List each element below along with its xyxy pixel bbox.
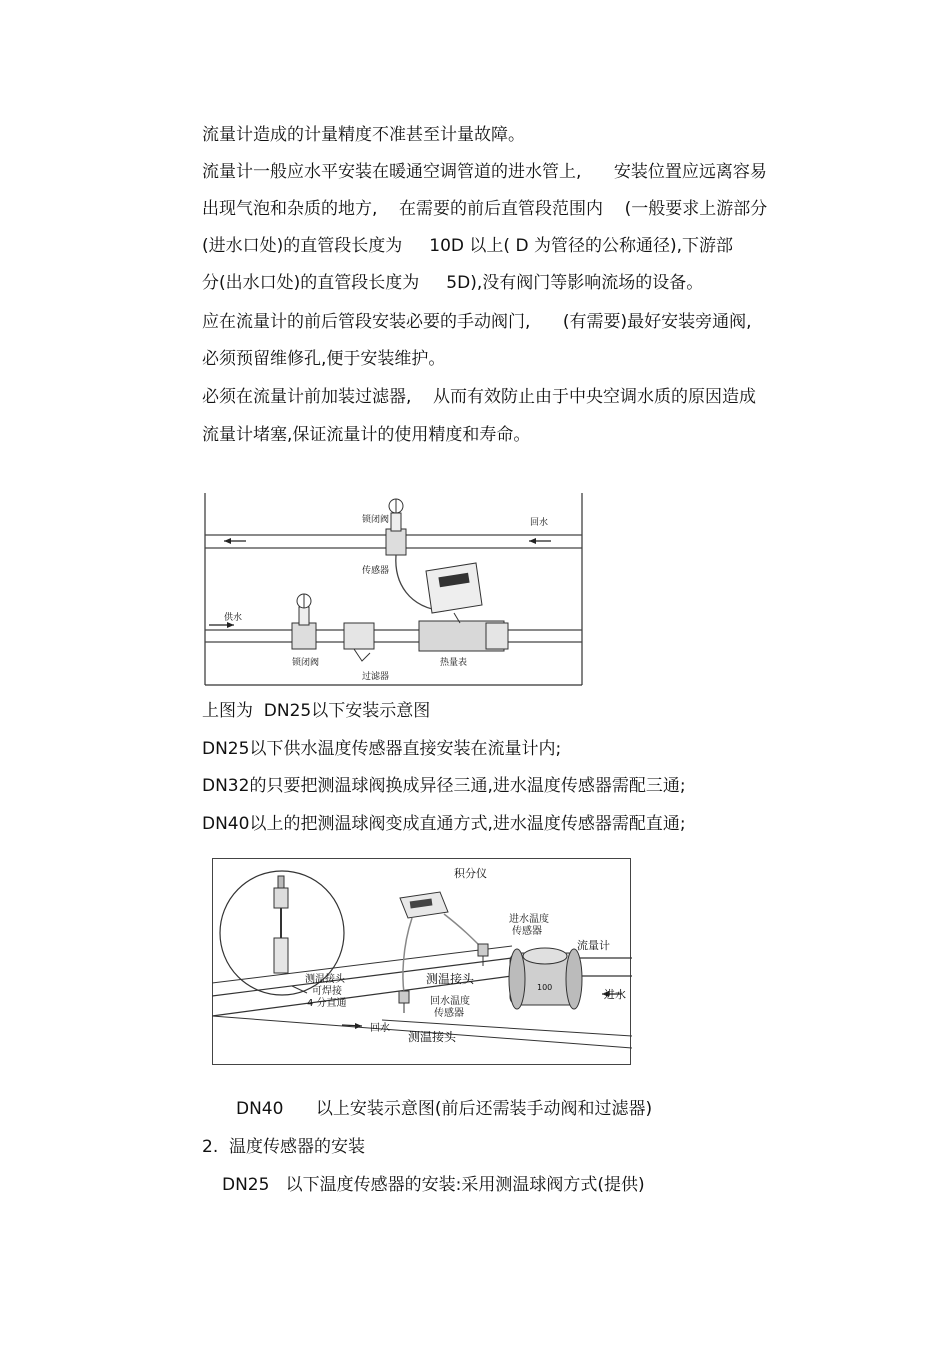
label-return: 回水 [370, 1023, 390, 1034]
label-valve-top: 锁闭阀 [362, 515, 390, 525]
label-filter: 过滤器 [362, 672, 390, 682]
label-flowmeter: 流量计 [577, 939, 610, 952]
label-weld: 可焊接 [312, 986, 342, 997]
label-inlet-sensor: 进水温度 [509, 914, 549, 925]
section-text: DN25 以下温度传感器的安装:采用测温球阀方式(提供) [222, 1175, 645, 1195]
label-integrator: 积分仪 [454, 867, 487, 880]
paragraph-line: 流量计造成的计量精度不准甚至计量故障。 [202, 125, 525, 145]
section-heading: 2. 温度传感器的安装 [202, 1137, 366, 1157]
label-weld: 4 分直通 [307, 998, 347, 1009]
label-weld: 测温接头 [305, 974, 345, 985]
label-meter: 热量表 [440, 658, 468, 668]
paragraph-line: 出现气泡和杂质的地方, 在需要的前后直管段范围内 (一般要求上游部分 [202, 199, 768, 219]
label-inlet-sensor: 传感器 [512, 926, 542, 937]
label-meter-face: 100 [537, 983, 553, 992]
paragraph-line: 流量计堵塞,保证流量计的使用精度和寿命。 [202, 425, 531, 445]
paragraph-line: 必须预留维修孔,便于安装维护。 [202, 349, 446, 369]
label-valve-bottom: 锁闭阀 [292, 658, 320, 668]
note-line: DN40以上的把测温球阀变成直通方式,进水温度传感器需配直通; [202, 814, 686, 834]
paragraph-line: 必须在流量计前加装过滤器, 从而有效防止由于中央空调水质的原因造成 [202, 387, 757, 407]
note-line: DN32的只要把测温球阀换成异径三通,进水温度传感器需配三通; [202, 776, 686, 796]
note-line: DN25以下供水温度传感器直接安装在流量计内; [202, 739, 562, 759]
figure-dn40-installation [212, 858, 632, 1066]
label-sensor: 传感器 [362, 566, 390, 576]
paragraph-line: (进水口处)的直管段长度为 10D 以上( D 为管径的公称通径),下游部 [202, 236, 733, 256]
figure1-caption: 上图为 DN25以下安装示意图 [202, 701, 431, 721]
label-joint-upper: 测温接头 [426, 972, 475, 986]
label-joint-lower: 测温接头 [408, 1030, 457, 1044]
paragraph-line: 分(出水口处)的直管段长度为 5D),没有阀门等影响流场的设备。 [202, 273, 704, 293]
label-return-sensor: 回水温度 [430, 996, 470, 1007]
label-return-sensor: 传感器 [434, 1008, 464, 1019]
figure2-caption: DN40 以上安装示意图(前后还需装手动阀和过滤器) [236, 1099, 653, 1119]
label-inlet: 进水 [604, 988, 626, 1001]
paragraph-line: 流量计一般应水平安装在暖通空调管道的进水管上, 安装位置应远离容易 [202, 162, 767, 182]
figure-dn25-installation [204, 493, 584, 688]
paragraph-line: 应在流量计的前后管段安装必要的手动阀门, (有需要)最好安装旁通阀, [202, 312, 752, 332]
label-supply: 供水 [224, 613, 243, 623]
label-return: 回水 [530, 518, 549, 528]
